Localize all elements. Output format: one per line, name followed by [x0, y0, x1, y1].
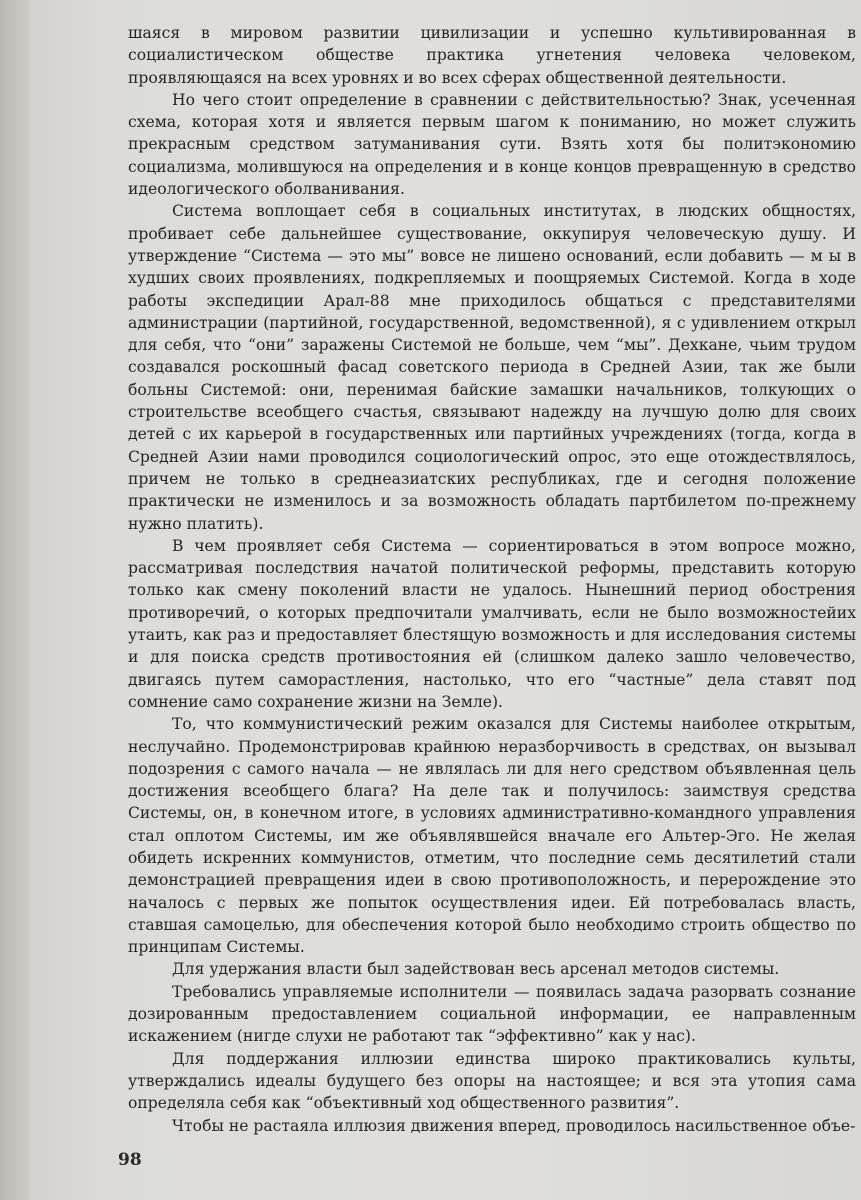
paragraph: Чтобы не растаяла иллюзия движения вперед, проводилось насильственное объе- — [172, 1116, 856, 1135]
paragraph: В чем проявляет себя Система — сориентироваться в этом вопросе можно, рассматривая последствия начатой политической реформы, представить которую только как смену поколений власти не удалось. Нынешний период обострения противоречий, о которых предпочитали умалчивать, если не было возможностейих утаить, как раз и предоставляет блестящую возможность и для исследования системы и для поиска средств противостояния ей (слишком далеко зашло человечество, двигаясь путем саморастления, настолько, что его “частные” дела ставят под сомнение само сохранение жизни на Земле). — [128, 536, 856, 711]
paragraph: Система воплощает себя в социальных институтах, в людских общностях, пробивает себе дальнейшее существование, оккупируя человеческую душу. И утверждение “Система — это мы” вовсе не лишено оснований, если добавить — м ы в худших своих проявлениях, подкрепляемых и поощряемых Системой. Когда в ходе работы экспедиции Арал-88 мне приходилось общаться с представителями администрации (партийной, государственной, ведомственной), я с удивлением открыл для себя, что “они” заражены Системой не больше, чем “мы”. Дехкане, чьим трудом создавался роскошный фасад советского периода в Средней Азии, так же были больны Системой: они, перенимая байские замашки начальников, толкующих о строительстве всеобщего счастья, связывают надежду на лучшую долю для своих детей с их карьерой в государственных или партийных учреждениях (тогда, когда в Средней Азии нами проводился социологический опрос, это еще отождествлялось, причем не только в среднеазиатских республиках, где и сегодня положение практически не изменилось и за возможность обладать партбилетом по-прежнему нужно платить). — [128, 202, 856, 533]
page-number: 98 — [118, 1150, 142, 1170]
paragraph: Для удержания власти был задействован весь арсенал методов системы. — [172, 960, 780, 979]
page-fold-shadow — [0, 0, 30, 1200]
paragraph: Для поддержания иллюзии единства широко практиковались культы, утверждались идеалы будущего без опоры на настоящее; и вся эта утопия сама определяла себя как “объективный ход общественного развития”. — [128, 1049, 856, 1113]
paragraph-continuation: шаяся в мировом развитии цивилизации и успешно культивированная в социалистическом обществе практика угнетения человека человеком, проявляющаяся на всех уровнях и во всех сферах общественной деятельности. — [128, 24, 856, 87]
paragraph: Требовались управляемые исполнители — появилась задача разорвать сознание дозированным предоставлением социальной информации, ее направленным искажением (нигде слухи не работают так “эффективно” как у нас). — [128, 982, 856, 1046]
paragraph: То, что коммунистический режим оказался для Системы наиболее открытым, неслучайно. Продемонстрировав крайнюю неразборчивость в средствах, он вызывал подозрения с самого начала — не являлась ли для него средством объявленная цель достижения всеобщего блага? На деле так и получилось: заимствуя средства Системы, он, в конечном итоге, в условиях административно-командного управления стал оплотом Системы, им же объявлявшейся вначале его Альтер-Эго. Не желая обидеть искренних коммунистов, отметим, что последние семь десятилетий стали демонстрацией превращения идеи в свою противоположность, и перерождение это началось с первых же попыток осуществления идеи. Ей потребовалась власть, ставшая самоцелью, для обеспечения которой было необходимо строить общество по принципам Системы. — [128, 715, 856, 957]
body-text — [128, 22, 856, 1137]
paragraph: Но чего стоит определение в сравнении с действительностью? Знак, усеченная схема, которая хотя и является первым шагом к пониманию, но может служить прекрасным средством затуманивания сути. Взять хотя бы политэкономию социализма, молившуюся на определения и в конце концов превращенную в средство идеологического оболванивания. — [128, 90, 856, 199]
